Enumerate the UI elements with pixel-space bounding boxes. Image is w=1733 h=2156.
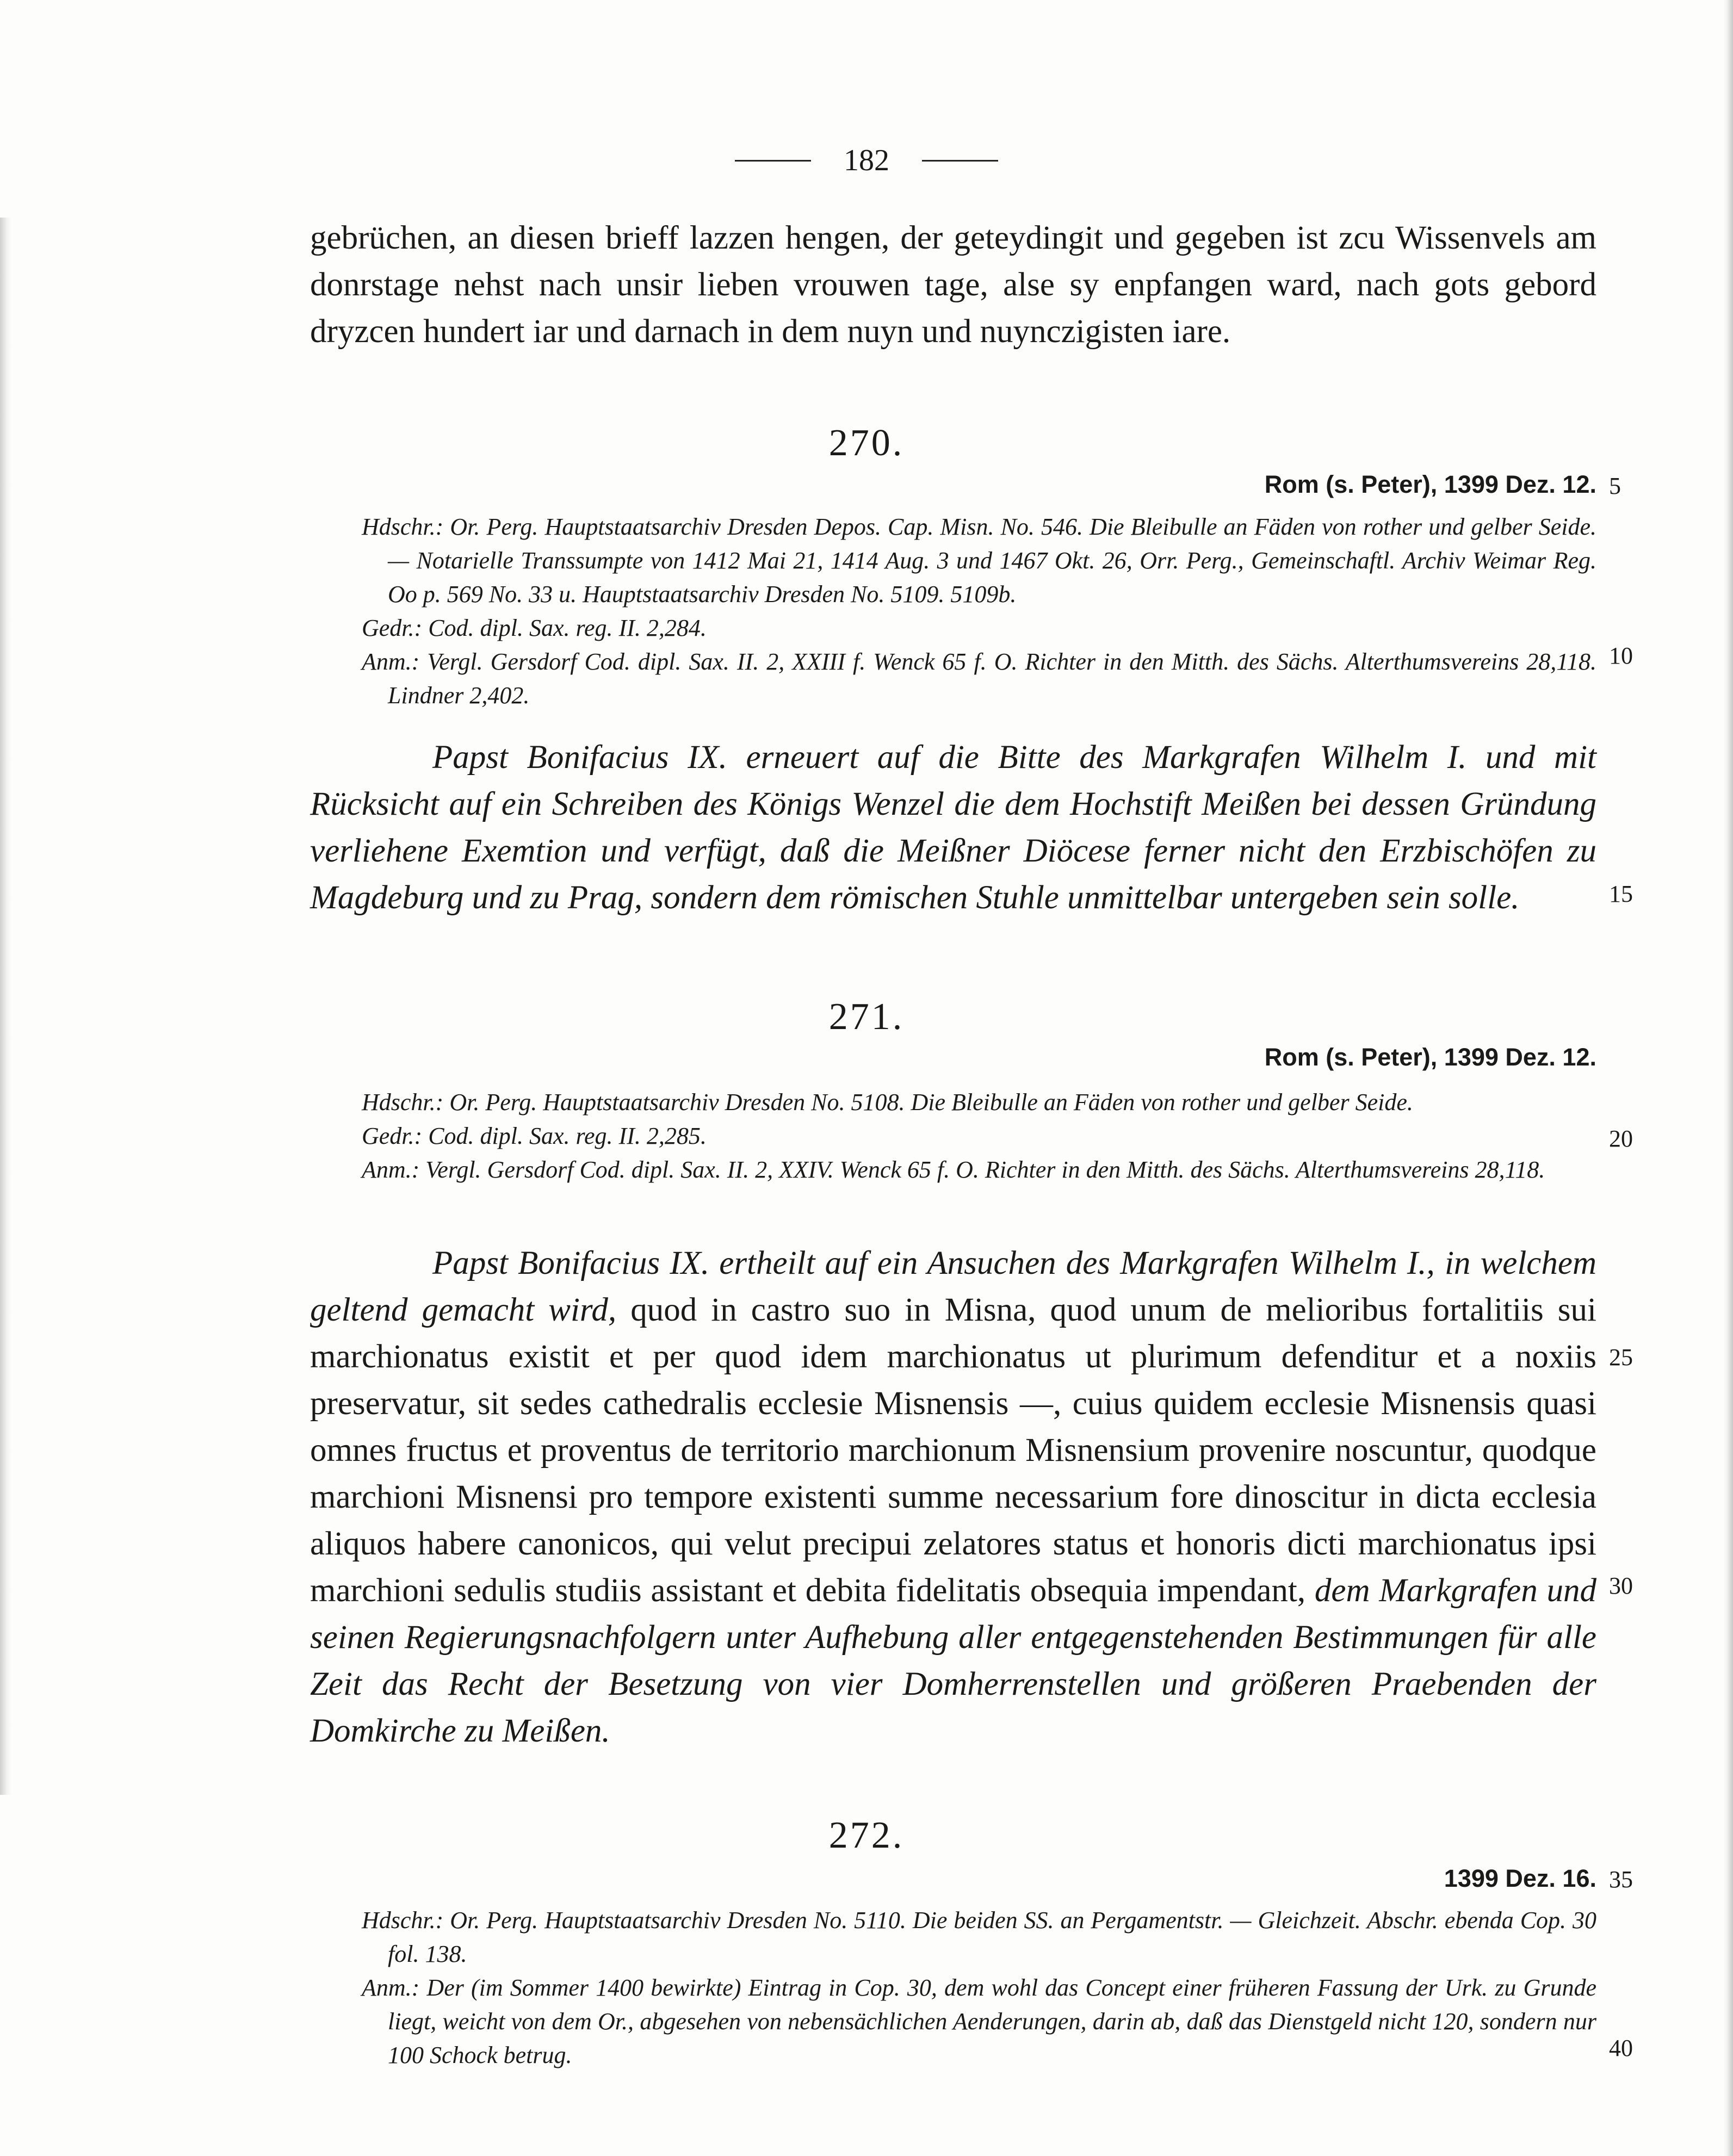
doc-271-gedr: Gedr.: Cod. dipl. Sax. reg. II. 2,285. <box>362 1123 707 1149</box>
line-number: 40 <box>1609 2035 1633 2061</box>
doc-271-summary-latin: quod in castro suo in Misna, quod unum de melioribus fortalitiis sui marchionatus existit et per quod idem marchionatus ut plurimum defenditur et a noxiis preservatur, sit sedes cathedralis ecclesie Misnensis —, cuius quidem ecclesie Misnensis quasi omnes fructus et proventus de territorio marchionum Misnensium provenire noscuntur, quodque marchioni Misnensi pro tempore existenti summe necessarium fore dinoscitur in dicta ecclesia aliquos habere canonicos, qui velut precipui zelatores status et honoris dicti marchionatus ipsi marchioni sedulis studiis assistant et debita fidelitatis obsequia impendant, <box>310 1292 1596 1609</box>
doc-270-dateline: Rom (s. Peter), 1399 Dez. 12. <box>1264 470 1596 498</box>
intro-continuation <box>310 215 1596 355</box>
line-number: 30 <box>1609 1572 1633 1599</box>
doc-271-dateline: Rom (s. Peter), 1399 Dez. 12. <box>1264 1043 1596 1071</box>
doc-270-anm: Anm.: Vergl. Gersdorf Cod. dipl. Sax. II. 2, XXIII f. Wenck 65 f. O. Richter in den Mitth. des Sächs. Alterthumsvereins 28,118. Lindner 2,402. <box>362 648 1596 709</box>
line-number: 5 <box>1609 473 1621 499</box>
doc-271-summary-italic-start: Papst Bonifacius IX. ertheilt auf ein Ansuchen des Markgrafen Wilhelm I., in welchem geltend gemacht wird, <box>310 1245 1596 1328</box>
doc-270-summary <box>310 734 1596 921</box>
doc-272-dateline: 1399 Dez. 16. <box>1444 1864 1596 1892</box>
line-number: 35 <box>1609 1866 1633 1893</box>
intro-text: gebrüchen, an diesen brieff lazzen hengen, der geteydingit und gegeben ist zcu Wissenvels am donrstage nehst nach unsir lieben vrouwen tage, alse sy enpfangen ward, nach gots gebord dryzcen hundert iar und darnach in dem nuyn und nuynczigisten iare. <box>310 220 1596 350</box>
doc-271-summary-text <box>310 1240 1596 1755</box>
header-rule-right <box>922 160 998 162</box>
doc-271-summary <box>310 1240 1596 1755</box>
doc-270-gedr: Gedr.: Cod. dipl. Sax. reg. II. 2,284. <box>362 615 707 641</box>
doc-270-number: 270. <box>828 422 905 464</box>
doc-271-apparatus <box>362 1086 1596 1187</box>
line-number: 15 <box>1609 881 1633 907</box>
line-number: 10 <box>1609 642 1633 669</box>
page-header <box>0 139 1733 182</box>
doc-272-hdschr: Hdschr.: Or. Perg. Hauptstaatsarchiv Dresden No. 5110. Die beiden SS. an Pergamentstr. — Gleichzeit. Abschr. ebenda Cop. 30 fol. 138. <box>362 1907 1596 1967</box>
doc-271-anm: Anm.: Vergl. Gersdorf Cod. dipl. Sax. II. 2, XXIV. Wenck 65 f. O. Richter in den Mitth. des Sächs. Alterthumsvereins 28,118. <box>362 1156 1545 1183</box>
doc-271-number: 271. <box>828 996 905 1038</box>
doc-271-summary-italic-end: dem Markgrafen und seinen Regierungsnachfolgern unter Aufhebung aller entgegenstehenden Bestimmungen für alle Zeit das Recht der Besetzung von vier Domherrenstellen und größeren Praebenden der Domkirche zu Meißen. <box>310 1572 1596 1749</box>
doc-270-summary-text: Papst Bonifacius IX. erneuert auf die Bitte des Markgrafen Wilhelm I. und mit Rücksicht auf ein Schreiben des Königs Wenzel die dem Hochstift Meißen bei dessen Gründung verliehene Exemtion und verfügt, daß die Meißner Diöcese ferner nicht den Erzbischöfen zu Magdeburg und zu Prag, sondern dem römischen Stuhle unmittelbar untergeben sein solle. <box>310 739 1596 916</box>
line-number: 20 <box>1609 1125 1633 1152</box>
doc-270-apparatus <box>362 510 1596 713</box>
page-number: 182 <box>844 144 889 177</box>
doc-271-hdschr: Hdschr.: Or. Perg. Hauptstaatsarchiv Dresden No. 5108. Die Bleibulle an Fäden von rother und gelber Seide. <box>362 1089 1413 1116</box>
header-rule-left <box>735 160 811 162</box>
doc-270-hdschr: Hdschr.: Or. Perg. Hauptstaatsarchiv Dresden Depos. Cap. Misn. No. 546. Die Bleibulle an Fäden von rother und gelber Seide. — Notarielle Transsumpte von 1412 Mai 21, 1414 Aug. 3 und 1467 Okt. 26, Orr. Perg., Gemeinschaftl. Archiv Weimar Reg. Oo p. 569 No. 33 u. Hauptstaatsarchiv Dresden No. 5109. 5109b. <box>362 513 1596 608</box>
line-number: 25 <box>1609 1344 1633 1371</box>
doc-272-anm: Anm.: Der (im Sommer 1400 bewirkte) Eintrag in Cop. 30, dem wohl das Concept einer früheren Fassung der Urk. zu Grunde liegt, weicht von dem Or., abgesehen von nebensächlichen Aenderungen, darin ab, daß das Dienstgeld nicht 120, sondern nur 100 Schock betrug. <box>362 1974 1596 2068</box>
doc-272-number: 272. <box>828 1814 905 1856</box>
doc-272-apparatus <box>362 1904 1596 2072</box>
